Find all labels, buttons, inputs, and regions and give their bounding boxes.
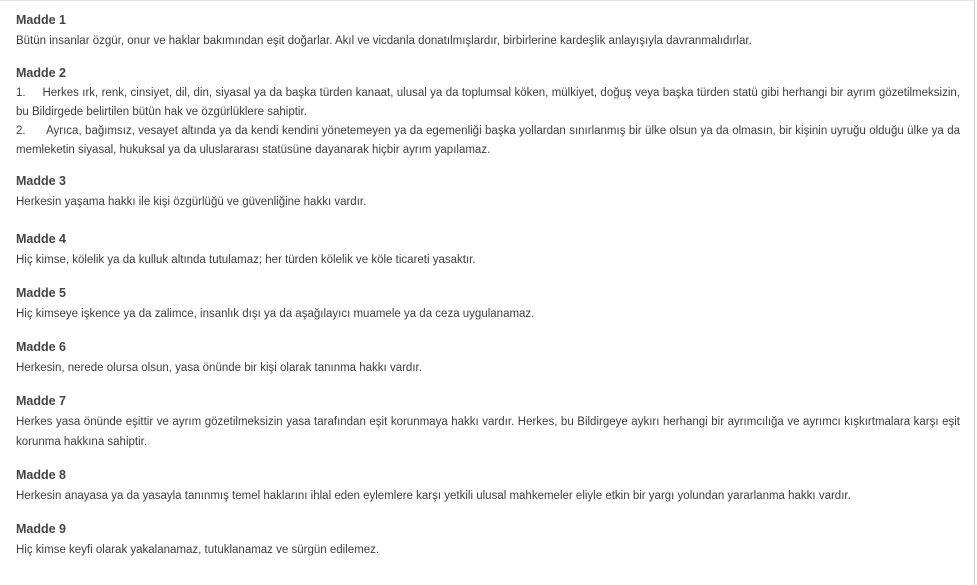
article-text: Herkes yasa önünde eşittir ve ayrım gözetilmeksizin yasa tarafından eşit korunmaya hakkı vardır. Herkes, bu Bildirgeye aykırı herhangi bir ayrımcılığa ve ayrımcı kışkırtmalara karşı eşit korunma hakkına sahiptir. <box>16 416 960 448</box>
article-title: Madde 7 <box>16 394 67 408</box>
article-title: Madde 4 <box>16 232 67 246</box>
article-5 <box>16 285 960 324</box>
article-text: Bütün insanlar özgür, onur ve haklar bakımından eşit doğarlar. Akıl ve vicdanla donatılmışlardır, birbirlerine kardeşlik anlayışıyla davranmalıdırlar. <box>16 35 752 47</box>
article-6 <box>16 339 960 378</box>
list-item-text: Herkes ırk, renk, cinsiyet, dil, din, siyasal ya da başka türden kanaat, ulusal ya da toplumsal köken, mülkiyet, doğuş veya başka türden statü gibi herhangi bir ayrım gözetilmeksizin, bu Bildirgede belirtilen bütün hak ve özgürlüklere sahiptir. <box>16 87 960 118</box>
list-item <box>16 84 960 122</box>
article-text: Herkesin yaşama hakkı ile kişi özgürlüğü ve güvenliğine hakkı vardır. <box>16 196 367 208</box>
list-item <box>16 122 960 160</box>
list-item-number: 2. <box>16 125 26 137</box>
article-title: Madde 5 <box>16 286 67 300</box>
article-7 <box>16 393 960 452</box>
article-4 <box>16 231 960 270</box>
list-item-number: 1. <box>16 87 26 99</box>
article-8 <box>16 467 960 506</box>
article-2 <box>16 65 960 160</box>
article-text: Hiç kimse keyfi olarak yakalanamaz, tutuklanamaz ve sürgün edilemez. <box>16 544 380 556</box>
article-title: Madde 6 <box>16 340 67 354</box>
article-list <box>16 84 960 160</box>
list-item-text: Ayrıca, bağımsız, vesayet altında ya da kendi kendini yönetemeyen ya da egemenliği başka yollardan sınırlanmış bir ülke olsun ya da olmasın, bir kişinin uyruğu olduğu ülke ya da memleketin siyasal, hukuksal ya da uluslararası statüsüne dayanarak hiçbir ayrım yapılamaz. <box>16 125 960 156</box>
article-text: Hiç kimse, kölelik ya da kulluk altında tutulamaz; her türden kölelik ve köle ticareti yasaktır. <box>16 254 476 266</box>
article-title: Madde 9 <box>16 522 67 536</box>
article-title: Madde 8 <box>16 468 67 482</box>
article-text: Herkesin, nerede olursa olsun, yasa önünde bir kişi olarak tanınma hakkı vardır. <box>16 362 422 374</box>
article-title: Madde 1 <box>16 13 67 27</box>
article-1 <box>16 12 960 51</box>
article-9 <box>16 521 960 560</box>
document-body <box>16 12 960 560</box>
article-text: Herkesin anayasa ya da yasayla tanınmış temel haklarını ihlal eden eylemlere karşı yetkili ulusal mahkemeler eliyle etkin bir yargı yolundan yararlanma hakkı vardır. <box>16 490 851 502</box>
article-title: Madde 3 <box>16 174 67 188</box>
article-3 <box>16 173 960 212</box>
article-title: Madde 2 <box>16 66 67 80</box>
article-text: Hiç kimseye işkence ya da zalimce, insanlık dışı ya da aşağılayıcı muamele ya da ceza uygulanamaz. <box>16 308 535 320</box>
